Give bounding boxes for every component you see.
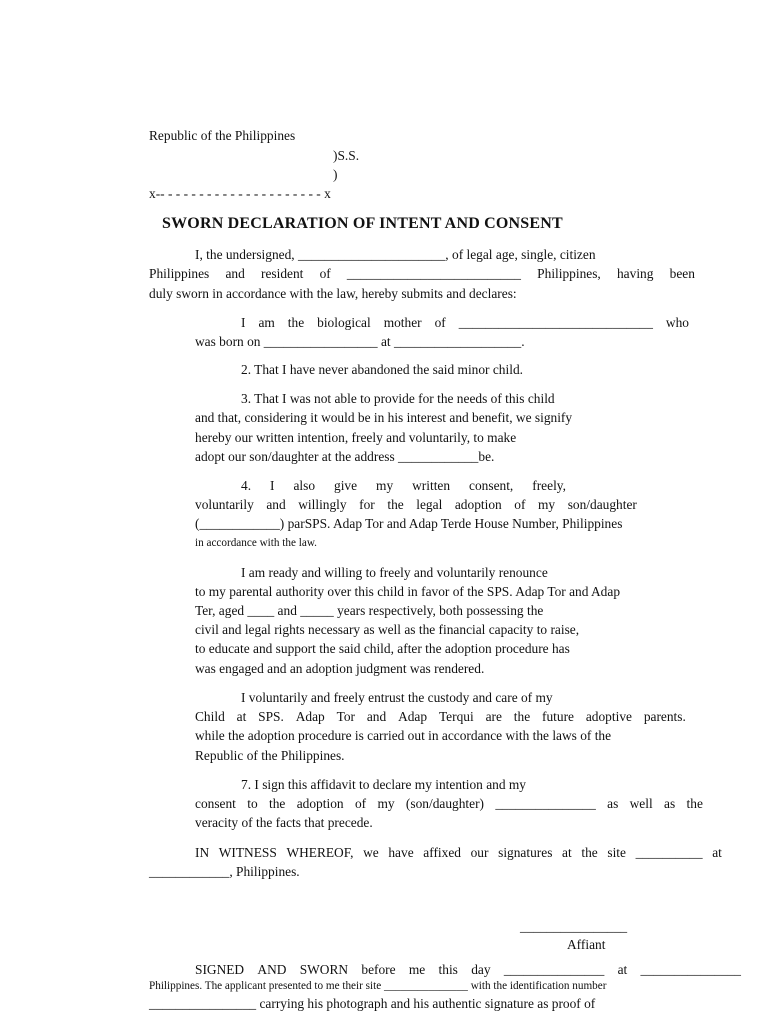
- p2-line-1: 2. That I have never abandoned the said minor child.: [241, 362, 523, 377]
- p1-line-1: I am the biological mother of _____________________________ who: [241, 315, 689, 330]
- witness-line-2: ____________, Philippines.: [149, 864, 300, 879]
- intro-line-3: duly sworn in accordance with the law, hereby submits and declares:: [149, 286, 517, 301]
- p5-line-6: was engaged and an adoption judgment was rendered.: [195, 661, 485, 676]
- p5-line-5: to educate and support the said child, after the adoption procedure has: [195, 641, 570, 656]
- p3-line-4: adopt our son/daughter at the address ____________be.: [195, 449, 495, 464]
- paren-mark: ): [333, 167, 338, 182]
- p3-line-1: 3. That I was not able to provide for the needs of this child: [241, 391, 555, 406]
- p7-line-3: veracity of the facts that precede.: [195, 815, 373, 830]
- signed-line-3: ________________ carrying his photograph and his authentic signature as proof of: [149, 996, 596, 1011]
- p4-line-4: in accordance with the law.: [195, 537, 317, 549]
- p4-line-2: voluntarily and willingly for the legal adoption of my son/daughter: [195, 497, 637, 512]
- affiant-label: Affiant: [567, 937, 606, 952]
- p5-line-2: to my parental authority over this child in favor of the SPS. Adap Tor and Adap: [195, 584, 621, 599]
- p4-line-1: 4. I also give my written consent, freely,: [241, 478, 566, 493]
- p5-line-1: I am ready and willing to freely and voluntarily renounce: [241, 565, 548, 580]
- signed-line-1: SIGNED AND SWORN before me this day _______________ at _______________: [195, 962, 741, 977]
- intro-line-2: Philippines and resident of __________________________ Philippines, having been: [149, 266, 695, 281]
- affiant-signature-line: ________________: [520, 919, 628, 934]
- header-separator: x-- - - - - - - - - - - - - - - - - - - - - x: [149, 186, 331, 201]
- p1-line-2: was born on _________________ at ___________________.: [195, 334, 525, 349]
- document-title: SWORN DECLARATION OF INTENT AND CONSENT: [162, 215, 563, 232]
- p3-line-3: hereby our written intention, freely and voluntarily, to make: [195, 430, 517, 445]
- p7-line-2: consent to the adoption of my (son/daughter) _______________ as well as the: [195, 796, 703, 811]
- p3-line-2: and that, considering it would be in his interest and benefit, we signify: [195, 410, 573, 425]
- p6-line-4: Republic of the Philippines.: [195, 748, 345, 763]
- p6-line-3: while the adoption procedure is carried out in accordance with the laws of the: [195, 728, 612, 743]
- p4-line-3: (____________) parSPS. Adap Tor and Adap Terde House Number, Philippines: [195, 516, 623, 531]
- p6-line-2: Child at SPS. Adap Tor and Adap Terqui are the future adoptive parents.: [195, 709, 686, 724]
- republic-header: Republic of the Philippines: [149, 128, 296, 143]
- witness-line-1: IN WITNESS WHEREOF, we have affixed our signatures at the site __________ at: [195, 845, 722, 860]
- p7-line-1: 7. I sign this affidavit to declare my intention and my: [241, 777, 526, 792]
- signed-line-2: Philippines. The applicant presented to me their site _______________ with the identification number: [149, 980, 607, 992]
- p5-line-4: civil and legal rights necessary as well as the financial capacity to raise,: [195, 622, 580, 637]
- intro-line-1: I, the undersigned, ______________________, of legal age, single, citizen: [195, 247, 596, 262]
- p6-line-1: I voluntarily and freely entrust the custody and care of my: [241, 690, 553, 705]
- ss-mark: )S.S.: [333, 148, 360, 163]
- p5-line-3: Ter, aged ____ and _____ years respectively, both possessing the: [195, 603, 544, 618]
